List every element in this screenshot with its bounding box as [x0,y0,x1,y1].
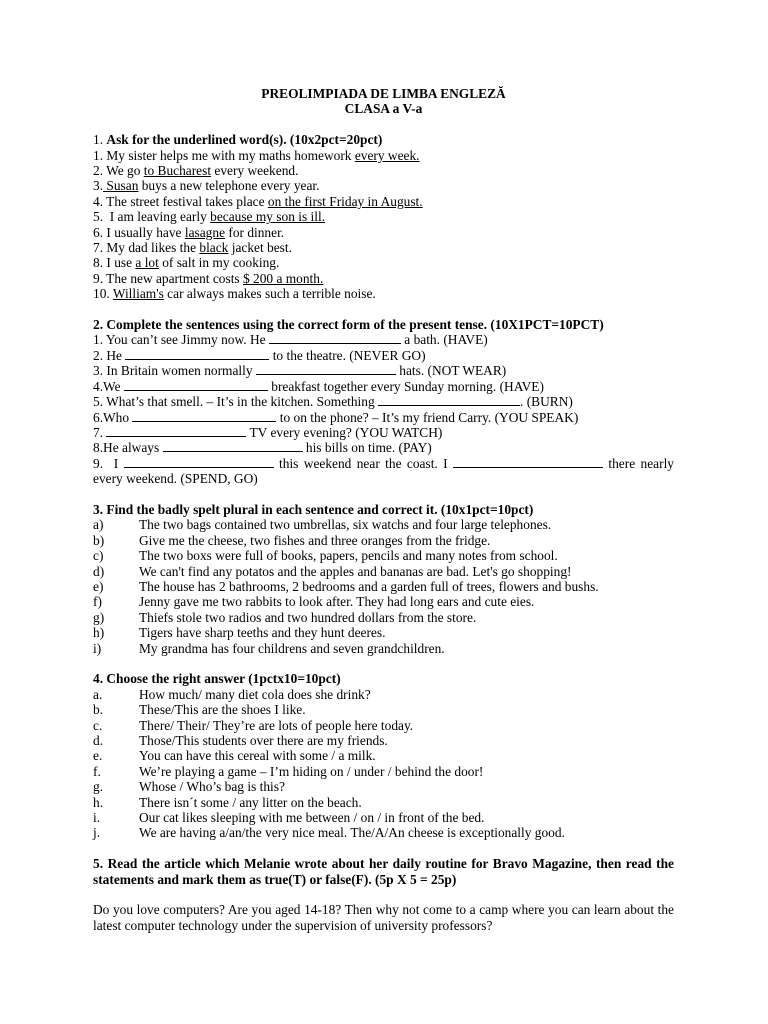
answer-blank[interactable] [378,394,520,406]
exercise-1-item: 3. Susan buys a new telephone every year. [93,178,320,194]
answer-blank[interactable] [124,379,268,391]
exercise-4-list [93,687,674,841]
answer-blank[interactable] [106,425,246,437]
exercise-2-item: 2. He to the theatre. (NEVER GO) [93,347,426,363]
exercise-3-item: a) The two bags contained two umbrellas, six watchs and four large telephones. [93,517,552,533]
exercise-1-item: 1. My sister helps me with my maths homework every week. [93,147,420,163]
exercise-1-item: 9. The new apartment costs $ 200 a month. [93,270,324,286]
exercise-4-item: h. There isn´t some / any litter on the beach. [93,794,362,810]
exercise-4-heading: 4. Choose the right answer (1pctx10=10pct) [93,671,341,687]
exercise-3-item: i) My grandma has four childrens and seven grandchildren. [93,640,445,656]
answer-blank[interactable] [163,440,303,452]
exercise-4-item: e. You can have this cereal with some / a milk. [93,748,376,764]
page-title: PREOLIMPIADA DE LIMBA ENGLEZĂ [261,86,506,101]
page-subtitle: CLASA a V-a [344,101,423,117]
exercise-1-item: 10. William's car always makes such a terrible noise. [93,286,376,302]
exercise-2-item: 1. You can’t see Jimmy now. He a bath. (HAVE) [93,332,488,348]
exercise-1-list [93,148,674,302]
exercise-1-heading: 1. Ask for the underlined word(s). (10x2pct=20pct) [93,132,383,148]
exercise-3-item: b) Give me the cheese, two fishes and three oranges from the fridge. [93,532,491,548]
exercise-4-item: i. Our cat likes sleeping with me between / on / in front of the bed. [93,810,485,826]
exercise-2-item: 4.We breakfast together every Sunday morning. (HAVE) [93,378,544,394]
answer-blank[interactable] [132,410,276,422]
answer-blank[interactable] [269,332,401,344]
worksheet-page [93,86,674,933]
exercise-2-heading: 2. Complete the sentences using the correct form of the present tense. (10X1PCT=10PCT) [93,317,604,333]
exercise-5-paragraph: Do you love computers? Are you aged 14-18? Then why not come to a camp where you can learn about the latest computer technology under the supervision of university professors? [93,902,674,933]
exercise-4-item: f. We’re playing a game – I’m hiding on / under / behind the door! [93,763,484,779]
answer-blank[interactable] [124,456,274,468]
exercise-3-item: f) Jenny gave me two rabbits to look after. They had long ears and cute eies. [93,594,535,610]
exercise-3-item: c) The two boxs were full of books, papers, pencils and many notes from school. [93,548,558,564]
exercise-1-item: 8. I use a lot of salt in my cooking. [93,255,280,271]
exercise-2-item: 6.Who to on the phone? – It’s my friend Carry. (YOU SPEAK) [93,409,579,425]
exercise-3-heading: 3. Find the badly spelt plural in each sentence and correct it. (10x1pct=10pct) [93,501,534,517]
exercise-3-item: h) Tigers have sharp teeths and they hunt deeres. [93,625,386,641]
exercise-1-item: 4. The street festival takes place on the first Friday in August. [93,193,423,209]
exercise-1-item: 7. My dad likes the black jacket best. [93,240,292,256]
exercise-3-item: g) Thiefs stole two radios and two hundred dollars from the store. [93,609,477,625]
exercise-4-item: g. Whose / Who’s bag is this? [93,779,285,795]
exercise-5-heading: 5. Read the article which Melanie wrote about her daily routine for Bravo Magazine, then read the statements and mark them as true(T) or false(F). (5p X 5 = 25p) [93,856,674,887]
exercise-3-list [93,517,674,656]
exercise-1-item: 6. I usually have lasagne for dinner. [93,224,285,240]
exercise-3-item: d) We can't find any potatos and the apples and bananas are bad. Let's go shopping! [93,563,572,579]
exercise-2-item: 7. TV every evening? (YOU WATCH) [93,424,443,440]
exercise-2-item: 8.He always his bills on time. (PAY) [93,440,432,456]
exercise-2-item: 3. In Britain women normally hats. (NOT WEAR) [93,363,507,379]
exercise-2-item: 5. What’s that smell. – It’s in the kitchen. Something . (BURN) [93,394,573,410]
exercise-4-item: j. We are having a/an/the very nice meal. The/A/An cheese is exceptionally good. [93,825,565,841]
exercise-4-item: a. How much/ many diet cola does she drink? [93,686,371,702]
exercise-1-item: 5. I am leaving early because my son is ill. [93,209,326,225]
exercise-4-item: c. There/ Their/ They’re are lots of people here today. [93,717,414,733]
exercise-3-item: e) The house has 2 bathrooms, 2 bedrooms and a garden full of trees, flowers and bushs. [93,578,599,594]
exercise-4-item: b. These/This are the shoes I like. [93,702,306,718]
exercise-4-item: d. Those/This students over there are my friends. [93,733,388,748]
answer-blank[interactable] [256,363,396,375]
answer-blank[interactable] [125,348,269,360]
exercise-2-item: 9. I this weekend near the coast. I there nearly every weekend. (SPEND, GO) [93,455,674,487]
exercise-2-list [93,332,674,486]
answer-blank[interactable] [453,456,603,468]
exercise-1-item: 2. We go to Bucharest every weekend. [93,163,299,179]
